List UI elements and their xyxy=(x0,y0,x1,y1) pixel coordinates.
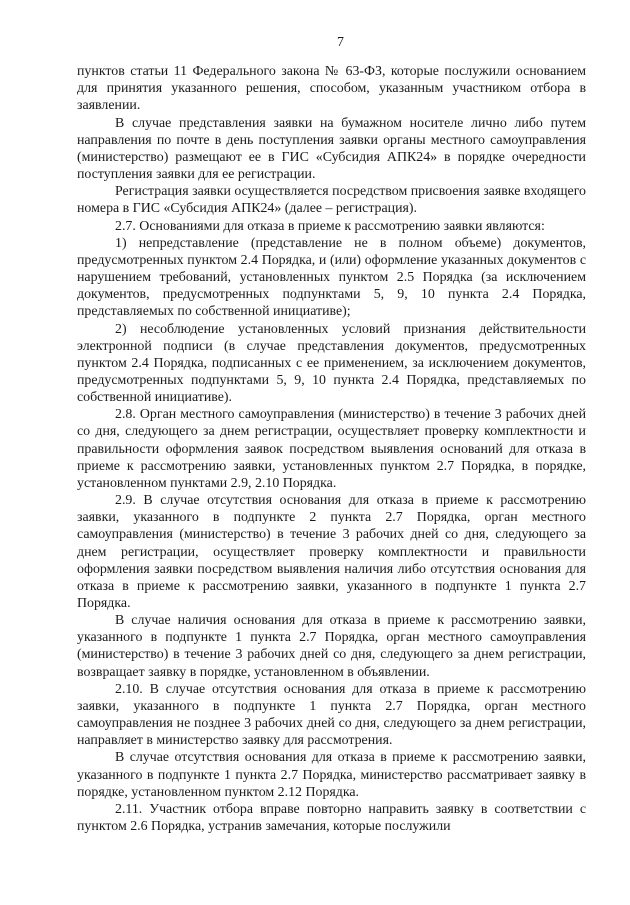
paragraph: 2.9. В случае отсутствия основания для отказа в приеме к рассмотрению заявки, указанного в подпункте 2 пункта 2.7 Порядка, орган местного самоуправления (министерство) в течение 3 рабочих дней со дня, следующего за днем регистрации, осуществляет проверку комплектности и правильности оформления заявки посредством выявления наличия либо отсутствия основания для отказа в приеме к рассмотрению заявки, указанного в подпункте 1 пункта 2.7 Порядка. xyxy=(77,493,586,611)
paragraph: В случае отсутствия основания для отказа в приеме к рассмотрению заявки, указанного в подпункте 1 пункта 2.7 Порядка, министерство рассматривает заявку в порядке, установленном пунктом 2.12 Порядка. xyxy=(77,750,586,800)
paragraph: 2) несоблюдение установленных условий признания действительности электронной подписи (в случае представления документов, предусмотренных пунктом 2.4 Порядка, подписанных с ее применением, за исключением документов, предусмотренных подпунктами 5, 9, 10 пункта 2.4 Порядка, представляемых по собственной инициативе). xyxy=(77,321,586,406)
paragraph: 2.10. В случае отсутствия основания для отказа в приеме к рассмотрению заявки, указанного в подпункте 1 пункта 2.7 Порядка, орган местного самоуправления не позднее 3 рабочих дней со дня, следующего за днем регистрации, направляет в министерство заявку для рассмотрения. xyxy=(77,681,586,749)
paragraph: 2.11. Участник отбора вправе повторно направить заявку в соответствии с пунктом 2.6 Порядка, устранив замечания, которые послужили xyxy=(77,801,586,835)
page-number: 7 xyxy=(337,35,344,50)
paragraph: В случае наличия основания для отказа в приеме к рассмотрению заявки, указанного в подпункте 1 пункта 2.7 Порядка, орган местного самоуправления (министерство) в течение 3 рабочих дней со дня, следующего за днем регистрации, возвращает заявку в порядке, установленном в объявлении. xyxy=(77,613,586,680)
paragraph: 2.7. Основаниями для отказа в приеме к рассмотрению заявки являются: xyxy=(115,218,545,234)
paragraph: пунктов статьи 11 Федерального закона № 63-ФЗ, которые послужили основанием для принятия указанного решения, способом, указанным участником отбора в заявлении. xyxy=(77,64,586,114)
paragraph: 1) непредставление (представление не в полном объеме) документов, предусмотренных пунктом 2.4 Порядка, и (или) оформление указанных документов с нарушением требований, установленных пунктом 2.5 Порядка (за исключением документов, предусмотренных подпунктами 5, 9, 10 пункта 2.4 Порядка, представляемых по собственной инициативе); xyxy=(77,235,586,320)
paragraph: Регистрация заявки осуществляется посредством присвоения заявке входящего номера в ГИС «Субсидия АПК24» (далее – регистрация). xyxy=(77,184,586,217)
paragraph: В случае представления заявки на бумажном носителе лично либо путем направления по почте в день поступления заявки органы местного самоуправления (министерство) размещают ее в ГИС «Субсидия АПК24» в порядке очередности поступления заявки для ее регистрации. xyxy=(77,115,586,183)
paragraph: 2.8. Орган местного самоуправления (министерство) в течение 3 рабочих дней со дня, следующего за днем регистрации, осуществляет проверку комплектности и правильности оформления заявок посредством выявления оснований для отказа в приеме к рассмотрению заявки, установленных пунктом 2.7 Порядка, в порядке, установленном пунктами 2.9, 2.10 Порядка. xyxy=(77,407,586,491)
